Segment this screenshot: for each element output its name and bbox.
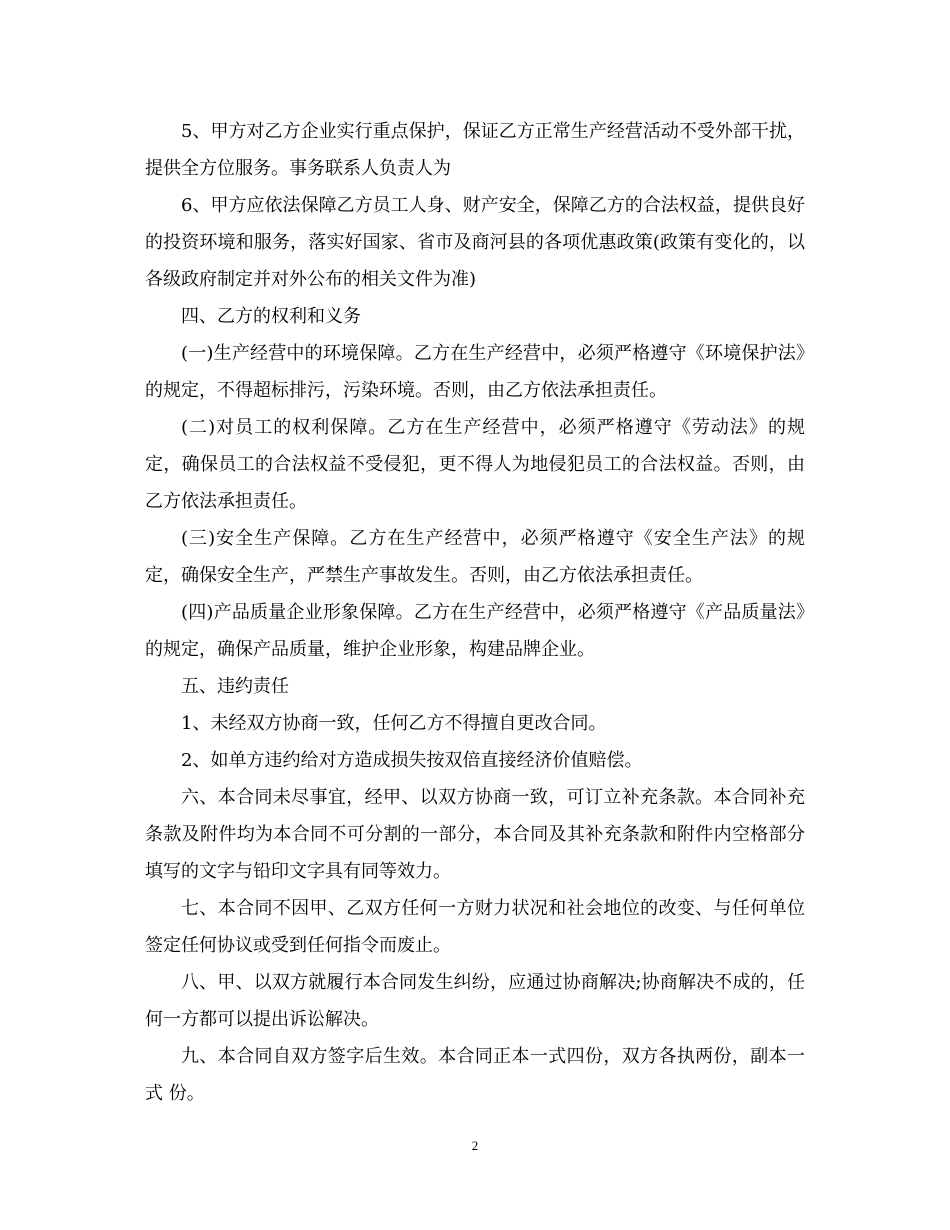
clause-product-quality: (四)产品质量企业形象保障。乙方在生产经营中，必须严格遵守《产品质量法》的规定，确保产品质量，维护企业形象，构建品牌企业。 [145,602,805,660]
clause-6-safety-guarantee: 6、甲方应依法保障乙方员工人身、财产安全，保障乙方的合法权益，提供良好的投资环境和服务，落实好国家、省市及商河县的各项优惠政策(政策有变化的，以各级政府制定并对外公布的相关文件为准) [145,195,805,290]
page-number: 2 [471,1138,479,1153]
clause-employee-rights: (二)对员工的权利保障。乙方在生产经营中，必须严格遵守《劳动法》的规定，确保员工的合法权益不受侵犯，更不得人为地侵犯员工的合法权益。否则，由乙方依法承担责任。 [145,417,805,512]
document-body [145,113,805,1112]
clause-production-safety: (三)安全生产保障。乙方在生产经营中，必须严格遵守《安全生产法》的规定，确保安全生产，严禁生产事故发生。否则，由乙方依法承担责任。 [145,528,805,586]
section-9-effectiveness: 九、本合同自双方签字后生效。本合同正本一式四份，双方各执两份，副本一式 份。 [145,1046,805,1104]
section-5-heading: 五、违约责任 [181,676,289,697]
breach-item-1: 1、未经双方协商一致，任何乙方不得擅自更改合同。 [181,713,607,734]
section-6-supplementary: 六、本合同未尽事宜，经甲、以双方协商一致，可订立补充条款。本合同补充条款及附件均为本合同不可分割的一部分，本合同及其补充条款和附件内空格部分填写的文字与铅印文字具有同等效力。 [145,787,805,882]
breach-item-2: 2、如单方违约给对方造成损失按双倍直接经济价值赔偿。 [181,750,643,771]
clause-5-protection: 5、甲方对乙方企业实行重点保护，保证乙方正常生产经营活动不受外部干扰，提供全方位服务。事务联系人负责人为 [145,121,805,179]
section-4-heading: 四、乙方的权利和义务 [181,306,361,327]
section-8-disputes: 八、甲、以双方就履行本合同发生纠纷，应通过协商解决;协商解决不成的，任何一方都可以提出诉讼解决。 [145,972,805,1030]
clause-environment: (一)生产经营中的环境保障。乙方在生产经营中，必须严格遵守《环境保护法》的规定，不得超标排污，污染环境。否则，由乙方依法承担责任。 [145,343,805,401]
section-7-validity: 七、本合同不因甲、乙双方任何一方财力状况和社会地位的改变、与任何单位签定任何协议或受到任何指令而废止。 [145,898,805,956]
